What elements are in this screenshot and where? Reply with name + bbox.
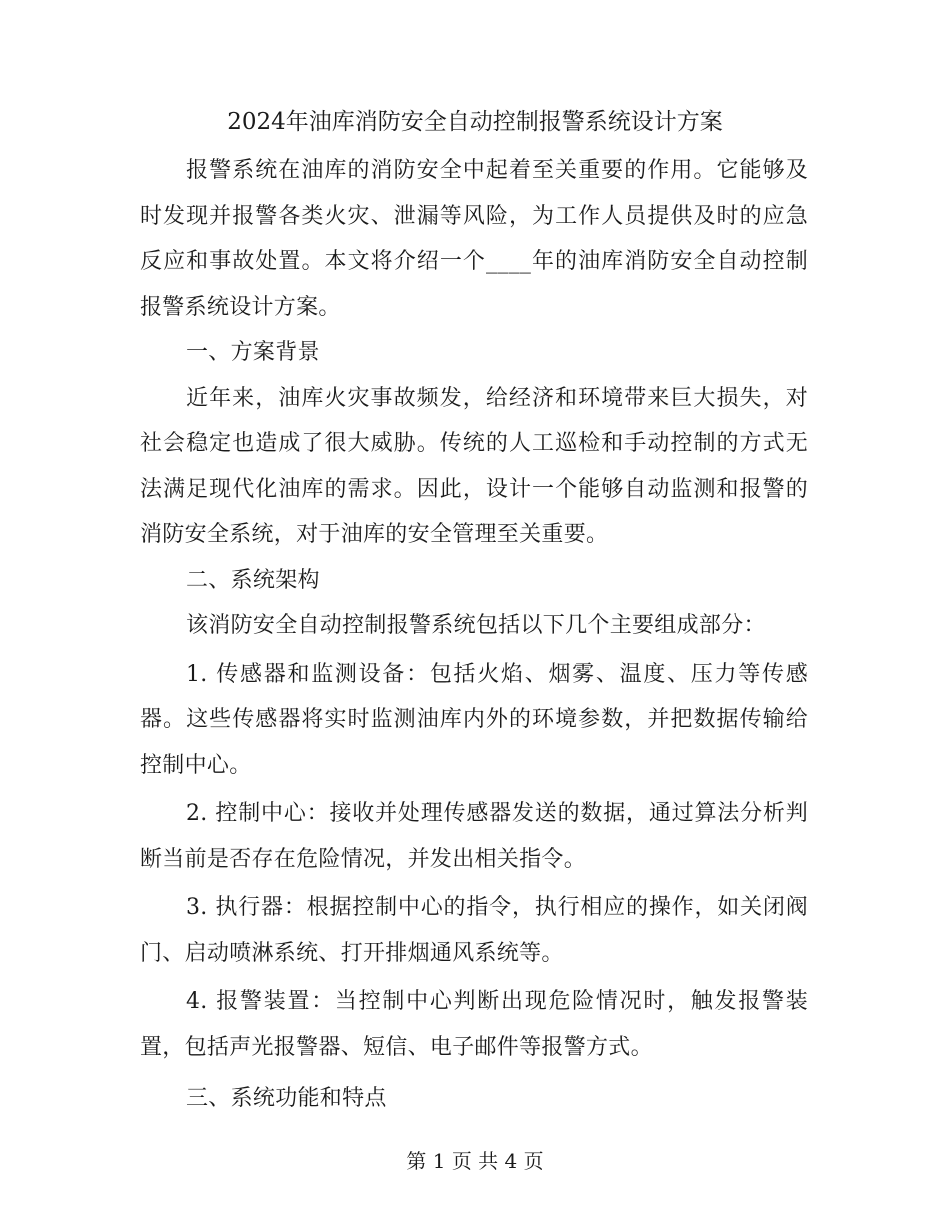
page-indicator: 第 1 页 共 4 页 <box>406 1149 544 1173</box>
document-title: 2024年油库消防安全自动控制报警系统设计方案 <box>227 109 723 135</box>
section-heading-architecture: 二、系统架构 <box>186 567 320 593</box>
list-item-alarm-devices: 4. 报警装置：当控制中心判断出现危险情况时，触发报警装置，包括声光报警器、短信、电子邮件等报警方式。 <box>140 989 808 1060</box>
architecture-intro-paragraph: 该消防安全自动控制报警系统包括以下几个主要组成部分： <box>186 613 766 638</box>
background-paragraph: 近年来，油库火灾事故频发，给经济和环境带来巨大损失，对社会稳定也造成了很大威胁。传统的人工巡检和手动控制的方式无法满足现代化油库的需求。因此，设计一个能够自动监测和报警的消防安全系统，对于油库的安全管理至关重要。 <box>140 385 808 547</box>
section-heading-background: 一、方案背景 <box>186 340 320 365</box>
list-item-sensors: 1. 传感器和监测设备：包括火焰、烟雾、温度、压力等传感器。这些传感器将实时监测油库内外的环境参数，并把数据传输给控制中心。 <box>140 661 808 778</box>
document-body <box>140 148 808 1122</box>
intro-paragraph: 报警系统在油库的消防安全中起着至关重要的作用。它能够及时发现并报警各类火灾、泄漏等风险，为工作人员提供及时的应急反应和事故处置。本文将介绍一个____年的油库消防安全自动控制报警系统设计方案。 <box>140 158 808 320</box>
section-heading-functions: 三、系统功能和特点 <box>186 1086 387 1111</box>
list-item-actuators: 3. 执行器：根据控制中心的指令，执行相应的操作，如关闭阀门、启动喷淋系统、打开排烟通风系统等。 <box>140 895 808 966</box>
list-item-control-center: 2. 控制中心：接收并处理传感器发送的数据，通过算法分析判断当前是否存在危险情况，并发出相关指令。 <box>140 801 808 872</box>
